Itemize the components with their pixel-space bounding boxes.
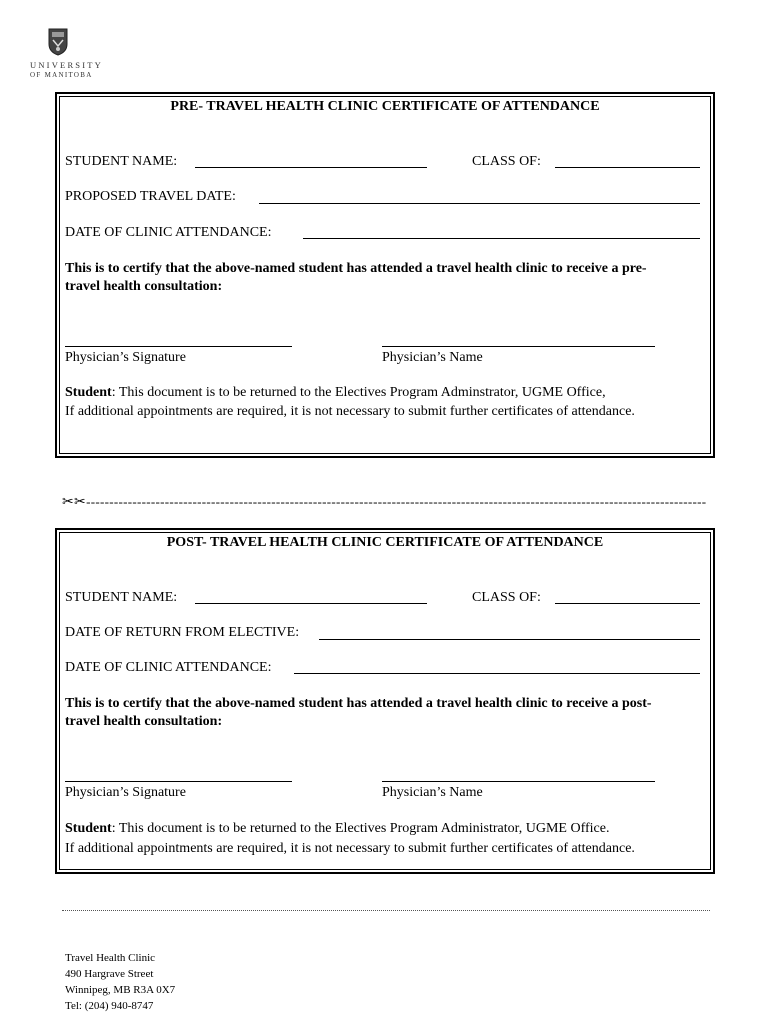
- post-clinic-attendance-field[interactable]: [294, 673, 700, 674]
- clinic-address: [65, 950, 175, 1014]
- pre-proposed-travel-date-label: PROPOSED TRAVEL DATE:: [65, 189, 236, 204]
- post-student-name-field[interactable]: [195, 603, 427, 604]
- cut-dashes: --------------------------------------------------------------------------------------------------------------------------------------: [86, 495, 707, 509]
- pre-clinic-attendance-label: DATE OF CLINIC ATTENDANCE:: [65, 225, 272, 240]
- university-subname: OF MANITOBA: [30, 71, 93, 79]
- pre-travel-certificate: [55, 92, 715, 458]
- footer-city: Winnipeg, MB R3A 0X7: [65, 984, 176, 996]
- post-clinic-attendance-label: DATE OF CLINIC ATTENDANCE:: [65, 660, 272, 675]
- pre-physician-signature-field[interactable]: [65, 346, 292, 347]
- post-certify-text-line1: This is to certify that the above-named student has attended a travel health clinic to receive a post-: [65, 696, 652, 711]
- university-name: UNIVERSITY: [30, 60, 103, 70]
- pre-student-name-field[interactable]: [195, 167, 427, 168]
- post-class-of-field[interactable]: [555, 603, 700, 604]
- post-student-note-text: : This document is to be returned to the Electives Program Administrator, UGME Office.: [111, 821, 610, 836]
- post-student-name-label: STUDENT NAME:: [65, 590, 178, 605]
- pre-student-note-line1: [65, 386, 606, 400]
- university-crest-icon: [48, 28, 68, 56]
- pre-physician-name-field[interactable]: [382, 346, 655, 347]
- footer-clinic-name: Travel Health Clinic: [65, 952, 156, 964]
- post-class-of-label: CLASS OF:: [472, 590, 541, 605]
- pre-certify-text-line1: This is to certify that the above-named student has attended a travel health clinic to receive a pre-: [65, 261, 647, 276]
- pre-class-of-field[interactable]: [555, 167, 700, 168]
- pre-certify-text-line2: travel health consultation:: [65, 279, 223, 294]
- pre-proposed-travel-date-field[interactable]: [259, 203, 700, 204]
- post-student-note-line1: [65, 822, 609, 836]
- footer-phone: Tel: (204) 940-8747: [65, 1000, 154, 1012]
- pre-class-of-label: CLASS OF:: [472, 154, 541, 169]
- cut-line: [62, 495, 710, 509]
- pre-student-note-label: Student: [65, 385, 112, 400]
- pre-clinic-attendance-field[interactable]: [303, 238, 700, 239]
- pre-physician-signature-label: Physician’s Signature: [65, 350, 186, 365]
- post-return-date-label: DATE OF RETURN FROM ELECTIVE:: [65, 625, 300, 640]
- pre-physician-name-label: Physician’s Name: [382, 350, 483, 365]
- pre-student-note-line2: If additional appointments are required, it is not necessary to submit further certificates of attendance.: [65, 404, 635, 419]
- pre-certificate-title: PRE- TRAVEL HEALTH CLINIC CERTIFICATE OF ATTENDANCE: [170, 99, 600, 114]
- post-physician-name-field[interactable]: [382, 781, 655, 782]
- footer-street: 490 Hargrave Street: [65, 968, 154, 980]
- post-return-date-field[interactable]: [319, 639, 700, 640]
- post-student-note-label: Student: [65, 821, 112, 836]
- post-physician-signature-field[interactable]: [65, 781, 292, 782]
- post-certificate-title: POST- TRAVEL HEALTH CLINIC CERTIFICATE OF ATTENDANCE: [166, 535, 604, 550]
- post-physician-name-label: Physician’s Name: [382, 785, 483, 800]
- post-certify-text-line2: travel health consultation:: [65, 714, 223, 729]
- post-physician-signature-label: Physician’s Signature: [65, 785, 186, 800]
- post-travel-certificate: [55, 528, 715, 874]
- pre-student-note-text: : This document is to be returned to the Electives Program Adminstrator, UGME Office,: [111, 385, 606, 400]
- post-student-note-line2: If additional appointments are required, it is not necessary to submit further certificates of attendance.: [65, 841, 635, 856]
- scissors-icon: ✂✂: [62, 495, 87, 509]
- pre-student-name-label: STUDENT NAME:: [65, 154, 178, 169]
- footer-divider: [62, 910, 710, 911]
